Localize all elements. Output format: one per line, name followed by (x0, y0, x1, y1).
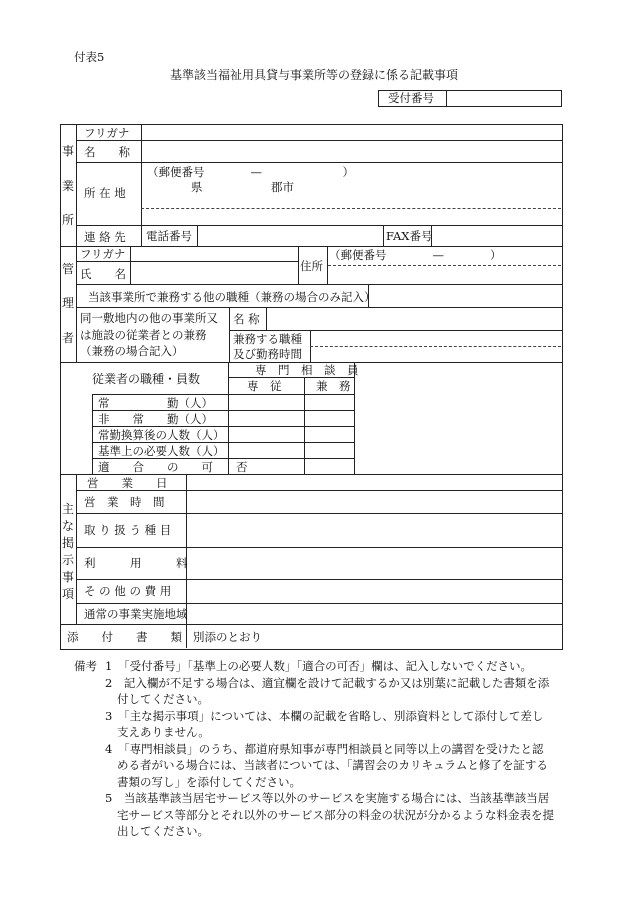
staff-row-label: 基準上の必要人数（人） (98, 444, 225, 458)
keiji-row-label: 営 業 日 (87, 476, 168, 490)
jigyosho-address-field[interactable] (143, 164, 559, 224)
staff-full-cell[interactable] (230, 412, 303, 425)
kanrisha-label-1: 管 (61, 262, 74, 276)
kanrisha-facility-text-1: 同一敷地内の他の事業所又 (80, 311, 218, 325)
keiji-label-6: 項 (61, 587, 74, 601)
note-line: 5 当該基準該当居宅サービス等以外のサービスを実施する場合には、当該基準該当居 (105, 791, 550, 805)
kanrisha-facility-name-label: 名 称 (233, 312, 260, 326)
receipt-number-field[interactable] (448, 91, 559, 106)
keiji-row-label: 利 用 料 (84, 556, 188, 570)
keiji-row-label: 通常の事業実施地域 (84, 607, 188, 621)
keiji-row-label: そ の 他 の 費 用 (84, 584, 172, 598)
staff-row-label: 非 常 勤（人） (98, 412, 213, 426)
note-line: 3 「主な掲示事項」については、本欄の記載を省略し、別添資料として添付して差し (105, 709, 544, 723)
note-line: 出してください。 (117, 824, 209, 838)
note-line: 1 「受付番号」「基準上の必要人数」「適合の可否」欄は、記入しないでください。 (105, 659, 533, 673)
jigyosho-address-label: 所 在 地 (84, 186, 126, 200)
kanrisha-postal: （郵便番号 — ） (329, 248, 502, 262)
jigyosho-fax-label: FAX番号 (386, 229, 433, 243)
staff-full-cell[interactable] (230, 428, 303, 441)
note-line: める者がいる場合には、当該者については、「講習会のカリキュラムと修了を証する (117, 758, 548, 772)
staff-title: 従業者の職種・員数 (92, 372, 201, 386)
jigyosho-furigana-label: フリガナ (84, 126, 130, 140)
jigyosho-label-1: 事 (61, 144, 74, 158)
kanrisha-address-field[interactable] (329, 267, 559, 283)
staff-part-cell[interactable] (306, 396, 353, 409)
kanrisha-address-label: 住所 (300, 259, 323, 273)
receipt-number-label: 受付番号 (388, 91, 434, 105)
kanrisha-name-field[interactable] (132, 263, 297, 283)
staff-full-header: 専 従 (247, 379, 282, 393)
staff-row-label: 常勤換算後の人数（人） (98, 428, 225, 442)
kanrisha-facility-name-field[interactable] (268, 309, 560, 329)
kanrisha-facility-text-2: は施設の従業者との兼務 (80, 328, 207, 342)
jigyosho-furigana-field[interactable] (143, 126, 559, 139)
staff-part-header: 兼 務 (316, 379, 351, 393)
note-line: 支えありません。 (117, 725, 210, 739)
kanrisha-label-3: 者 (61, 331, 74, 345)
keiji-value-field[interactable] (188, 492, 560, 512)
note-line: 2 記入欄が不足する場合は、適宜欄を設けて記載するか又は別葉に記載した書類を添 (105, 676, 550, 690)
jigyosho-pref: 県 (191, 180, 203, 194)
staff-part-cell[interactable] (306, 412, 353, 425)
keiji-row-label: 取 り 扱 う 種 目 (84, 523, 172, 537)
note-line: 付してください。 (117, 692, 209, 706)
jigyosho-postal: （郵便番号 — ） (147, 165, 354, 179)
jigyosho-name-field[interactable] (143, 143, 559, 161)
jigyosho-tel-label: 電話番号 (146, 229, 192, 243)
jigyosho-fax-field[interactable] (433, 227, 560, 245)
keiji-value-field[interactable] (188, 605, 560, 623)
keiji-label-1: 主 (61, 502, 74, 516)
keiji-label-2: な (61, 519, 74, 533)
jigyosho-label-2: 業 (61, 179, 74, 193)
note-line: 4 「専門相談員」のうち、都道府県知事が専門相談員と同等以上の講習を受けたと認 (105, 742, 544, 756)
attachment-value: 別添のとおり (193, 630, 262, 644)
attachment-label: 添 付 書 類 (67, 630, 182, 644)
keiji-label-3: 掲 (61, 536, 74, 550)
jigyosho-name-label: 名 称 (84, 145, 130, 159)
kanrisha-furigana-field[interactable] (132, 248, 297, 260)
jigyosho-city: 郡市 (271, 180, 294, 194)
kanrisha-facility-text-3: （兼務の場合記入） (80, 344, 184, 358)
kanrisha-other-job-label: 当該事業所で兼務する他の職種（兼務の場合のみ記入） (88, 290, 376, 304)
kanrisha-label-2: 理 (61, 296, 74, 310)
kanrisha-concurrent-label-2: 及び勤務時間 (233, 347, 302, 361)
jigyosho-tel-field[interactable] (199, 227, 382, 245)
keiji-label-4: 示 (61, 553, 74, 567)
keiji-value-field[interactable] (188, 549, 560, 578)
kanrisha-other-job-field[interactable] (370, 286, 560, 306)
staff-part-cell[interactable] (306, 428, 353, 441)
note-line: 書類の写し」を添付してください。 (117, 775, 301, 789)
keiji-value-field[interactable] (188, 515, 560, 546)
staff-full-cell[interactable] (230, 444, 303, 457)
keiji-value-field[interactable] (188, 581, 560, 602)
jigyosho-contact-label: 連 絡 先 (84, 230, 126, 244)
kanrisha-concurrent-field[interactable] (312, 332, 560, 361)
keiji-label-5: 事 (61, 570, 74, 584)
staff-row-label: 常 勤（人） (98, 396, 213, 410)
kanrisha-concurrent-label-1: 兼務する職種 (233, 332, 302, 346)
fuhyo-label: 付表5 (74, 50, 105, 64)
staff-row-label: 適 合 の 可 否 (98, 460, 248, 474)
kanrisha-name-label: 氏 名 (80, 267, 126, 281)
keiji-row-label: 営 業 時 間 (84, 495, 165, 509)
keiji-value-field[interactable] (188, 476, 560, 489)
notes-label: 備考 (74, 659, 97, 673)
kanrisha-furigana-label: フリガナ (80, 247, 126, 261)
staff-part-cell[interactable] (306, 460, 353, 473)
staff-full-cell[interactable] (230, 396, 303, 409)
staff-specialist-header: 専 門 相 談 員 (255, 363, 359, 377)
staff-full-cell[interactable] (230, 460, 303, 473)
jigyosho-label-3: 所 (61, 213, 74, 227)
page-title: 基準該当福祉用具貸与事業所等の登録に係る記載事項 (170, 68, 459, 82)
staff-part-cell[interactable] (306, 444, 353, 457)
note-line: 宅サービス等部分とそれ以外のサービス部分の料金の状況が分かるような料金表を提 (117, 808, 554, 822)
